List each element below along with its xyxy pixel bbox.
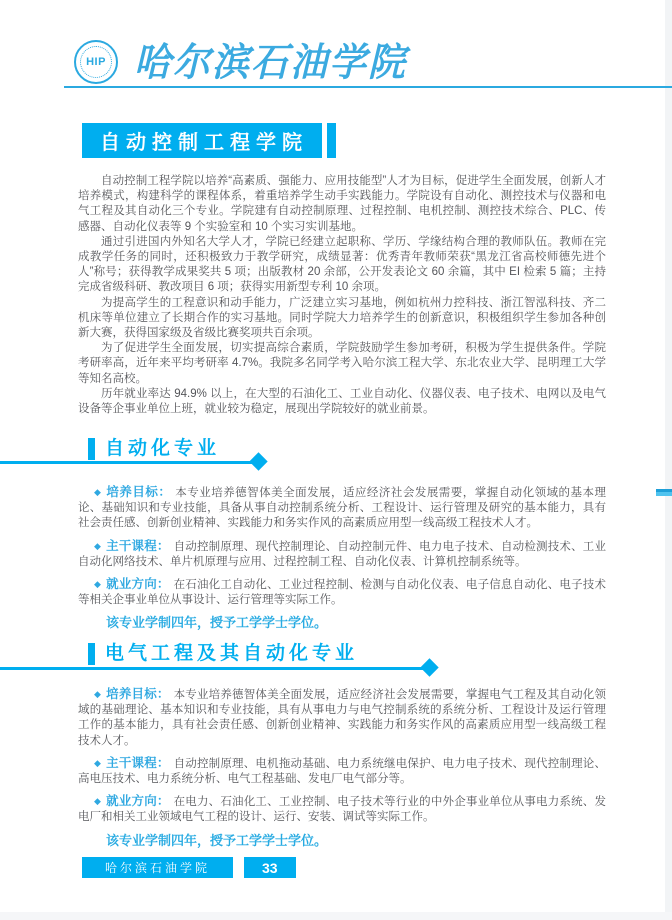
section-title-electrical: 电气工程及其自动化专业 xyxy=(88,643,358,665)
college-banner xyxy=(82,123,336,158)
item-text: 本专业培养德智体美全面发展，适应经济社会发展需要，掌握电气工程及其自动化领域的基础理论、基本知识和专业技能，具有从事电力与电气控制系统的系统分析、工程设计及运行管理工作的基本能力，具有社会责任感、创新创业精神、实践能力和务实作风的高素质应用型一线高级工程技术人才。 xyxy=(78,689,606,747)
item-text: 在电力、石油化工、工业控制、电子技术等行业的中外企事业单位从事电力系统、发电厂和相关工业领域电气工程的设计、运行、安装、调试等实际工作。 xyxy=(78,796,606,824)
footer-page-number: 33 xyxy=(244,857,296,878)
program-item xyxy=(78,794,606,825)
degree-note: 该专业学制四年，授予工学学士学位。 xyxy=(106,832,328,848)
section-items-automation xyxy=(78,485,606,631)
program-item xyxy=(78,485,606,532)
item-label: 培养目标： xyxy=(106,687,170,701)
intro-paragraph: 自动控制工程学院以培养“高素质、强能力、应用技能型”人才为目标，促进学生全面发展，创新人才培养模式，构建科学的课程体系，着重培养学生动手实践能力。学院设有自动化、测控技术与仪器和电气工程及其自动化三个专业。学院建有自动控制原理、过程控制、电机控制、测控技术综合、PLC、传感器、自动化仪表等 9 个实验室和 10 个实习实训基地。 xyxy=(78,175,606,233)
page-footer xyxy=(82,857,296,878)
diamond-icon xyxy=(249,452,267,470)
diamond-bullet-icon: ◆ xyxy=(94,579,102,590)
section-title-automation: 自动化专业 xyxy=(88,438,220,460)
scan-edge-bottom xyxy=(0,912,672,920)
diamond-bullet-icon: ◆ xyxy=(94,796,102,807)
page-edge-marker xyxy=(656,489,672,496)
item-label: 主干课程： xyxy=(106,755,170,770)
school-name-calligraphy: 哈尔滨石油学院 xyxy=(134,38,407,85)
banner-accent-bar xyxy=(327,123,336,158)
intro-paragraph: 为提高学生的工程意识和动手能力，广泛建立实习基地，例如杭州力控科技、浙江智泓科技、齐二机床等单位建立了长期合作的实习基地。同时学院大力培养学生的创新意识，积极组织学生参加各种创新大赛，获得国家级及省级比赛奖项共百余项。 xyxy=(78,296,606,340)
item-label: 就业方向： xyxy=(106,794,170,809)
item-text: 本专业培养德智体美全面发展，适应经济社会发展需要，掌握自动化领域的基本理论、基础知识和专业技能，具备从事自动控制系统分析、工程设计、运行管理及研究的基本能力，具有社会责任感、创新创业精神、实践能力和务实作风的高素质应用型一线高级工程技术人才。 xyxy=(78,487,606,530)
school-logo xyxy=(74,40,118,84)
section-divider xyxy=(0,461,253,464)
scan-edge-right xyxy=(665,0,672,920)
program-item xyxy=(78,577,606,608)
program-item xyxy=(78,756,606,787)
item-text: 自动控制原理、现代控制理论、自动控制元件、电力电子技术、自动检测技术、工业自动化网络技术、单片机原理与应用、过程控制工程、自动化仪表、计算机控制系统等。 xyxy=(78,540,606,568)
logo-inner-ring xyxy=(80,46,112,78)
diamond-icon xyxy=(420,658,438,676)
diamond-bullet-icon: ◆ xyxy=(94,689,102,699)
degree-note: 该专业学制四年，授予工学学士学位。 xyxy=(106,615,328,631)
intro-paragraph: 通过引进国内外知名大学人才，学院已经建立起职称、学历、学缘结构合理的教师队伍。教师在完成教学任务的同时，还积极致力于教学研究，成绩显著：优秀青年教师荣获“黑龙江省高校师德先进个人”称号；获得教学成果奖共 5 项；出版教材 20 余部，公开发表论文 60 余篇，其中 EI 检索 5 篇；主持完成省级科研、教改项目 6 项；获得实用新型专利 10 余项。 xyxy=(78,235,606,294)
intro-paragraph: 历年就业率达 94.9% 以上，在大型的石油化工、工业自动化、仪器仪表、电子技术、电网以及电气设备等企事业单位上班，就业较为稳定，展现出学院较好的就业前景。 xyxy=(78,387,606,416)
footer-school-badge: 哈尔滨石油学院 xyxy=(82,857,233,878)
item-text: 自动控制原理、电机拖动基础、电力系统继电保护、电力电子技术、现代控制理论、高电压技术、电力系统分析、电气工程基础、发电厂电气部分等。 xyxy=(78,757,606,786)
intro-paragraph: 为了促进学生全面发展，切实提高综合素质，学院鼓励学生参加考研，积极为学生提供条件。学院考研率高，近年来平均考研率 4.7%。我院多名同学考入哈尔滨工程大学、东北农业大学、昆明理工大学等知名高校。 xyxy=(78,342,606,385)
program-item xyxy=(78,539,606,570)
header-divider xyxy=(64,86,672,88)
logo-monogram: HIP xyxy=(86,56,106,68)
diamond-bullet-icon: ◆ xyxy=(94,487,102,497)
program-item xyxy=(78,687,606,749)
diamond-bullet-icon: ◆ xyxy=(94,757,102,768)
college-title-banner: 自动控制工程学院 xyxy=(82,123,322,158)
item-label: 主干课程： xyxy=(106,538,170,553)
section-divider xyxy=(0,667,424,670)
item-label: 就业方向： xyxy=(106,577,170,592)
item-text: 在石油化工自动化、工业过程控制、检测与自动化仪表、电子信息自动化、电子技术等相关企事业单位从事设计、运行管理等实际工作。 xyxy=(78,579,606,607)
item-label: 培养目标： xyxy=(106,485,172,499)
page-header xyxy=(74,40,407,84)
diamond-bullet-icon: ◆ xyxy=(94,540,102,551)
section-items-electrical xyxy=(78,687,606,848)
college-intro xyxy=(78,174,606,417)
